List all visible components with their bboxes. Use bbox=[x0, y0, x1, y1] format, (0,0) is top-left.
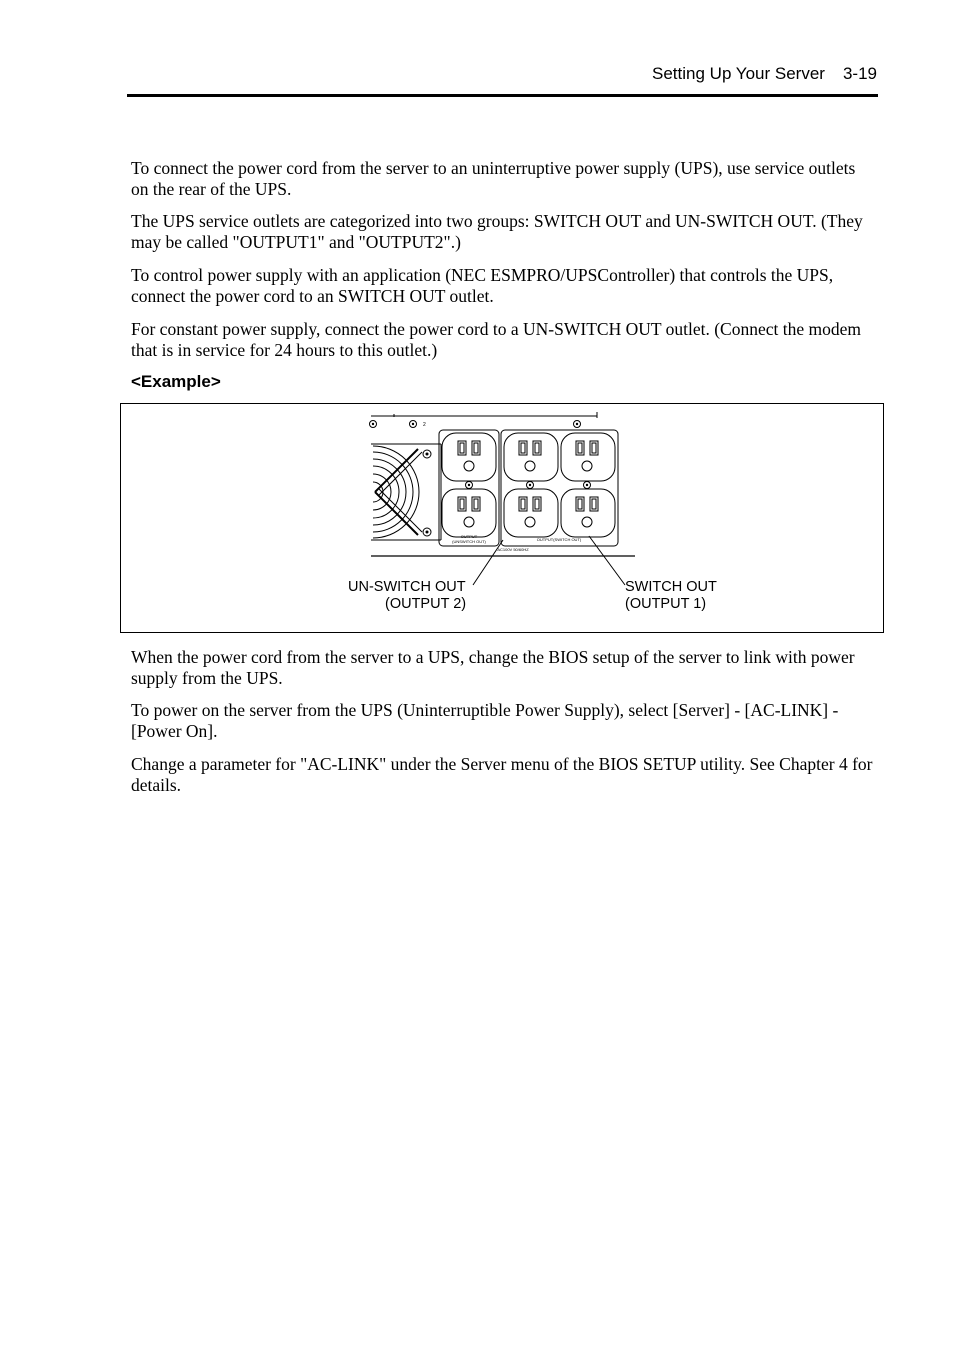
callout-unswitch-out bbox=[348, 579, 466, 613]
example-heading: <Example> bbox=[131, 372, 221, 391]
page-number: 3-19 bbox=[842, 64, 877, 83]
paragraph-outlet-groups: The UPS service outlets are categorized into two groups: SWITCH OUT and UN-SWITCH OUT. (They may be called "OUTPUT1" and "OUTPUT2".) bbox=[131, 211, 863, 252]
switched-outlet-block bbox=[501, 430, 618, 546]
leader-line-unswitch bbox=[473, 540, 503, 585]
panel-label-unswitch: OUTPUT bbox=[460, 534, 478, 539]
paragraph-unswitch-out: For constant power supply, connect the power cord to a UN-SWITCH OUT outlet. (Connect the modem that is in service for 24 hours to this outlet.) bbox=[131, 319, 861, 360]
svg-text:2: 2 bbox=[423, 422, 426, 428]
callout-switch-line2: (OUTPUT 1) bbox=[625, 596, 707, 612]
page-header bbox=[0, 64, 877, 84]
unswitched-outlet-block bbox=[439, 430, 499, 546]
leader-line-switch bbox=[589, 536, 625, 585]
callout-unswitch-line1: UN-SWITCH OUT bbox=[348, 579, 466, 595]
paragraph-ups-connection: To connect the power cord from the server to an uninterruptive power supply (UPS), use service outlets on the rear of the UPS. bbox=[131, 158, 856, 199]
paragraph-bios-link: When the power cord from the server to a UPS, change the BIOS setup of the server to link with power supply from the UPS. bbox=[131, 647, 855, 688]
rating-label: AC100V 50/60HZ bbox=[497, 547, 529, 552]
header-rule bbox=[127, 94, 878, 97]
screw-icon bbox=[574, 421, 581, 428]
section-title: Setting Up Your Server bbox=[652, 64, 825, 83]
screw-icon bbox=[410, 421, 417, 428]
paragraph-ac-link: Change a parameter for "AC-LINK" under the Server menu of the BIOS SETUP utility. See Chapter 4 for details. bbox=[131, 754, 873, 795]
fan-grille bbox=[371, 444, 441, 540]
panel-label-switch: OUTPUT(SWITCH OUT) bbox=[536, 537, 582, 542]
callout-unswitch-line2: (OUTPUT 2) bbox=[385, 596, 467, 612]
panel-label-unswitch-sub: (UNSWITCH OUT) bbox=[452, 539, 486, 544]
callout-switch-line1: SWITCH OUT bbox=[625, 579, 717, 595]
callout-switch-out bbox=[625, 579, 717, 613]
paragraph-switch-out: To control power supply with an application (NEC ESMPRO/UPSController) that controls the UPS, connect the power cord to an SWITCH OUT outlet. bbox=[131, 265, 834, 306]
ups-rear-panel-illustration bbox=[121, 404, 885, 634]
screw-icon bbox=[370, 421, 377, 428]
ups-rear-panel-figure bbox=[120, 403, 884, 633]
paragraph-power-on: To power on the server from the UPS (Uninterruptible Power Supply), select [Server] - [AC-LINK] - [Power On]. bbox=[131, 700, 839, 741]
